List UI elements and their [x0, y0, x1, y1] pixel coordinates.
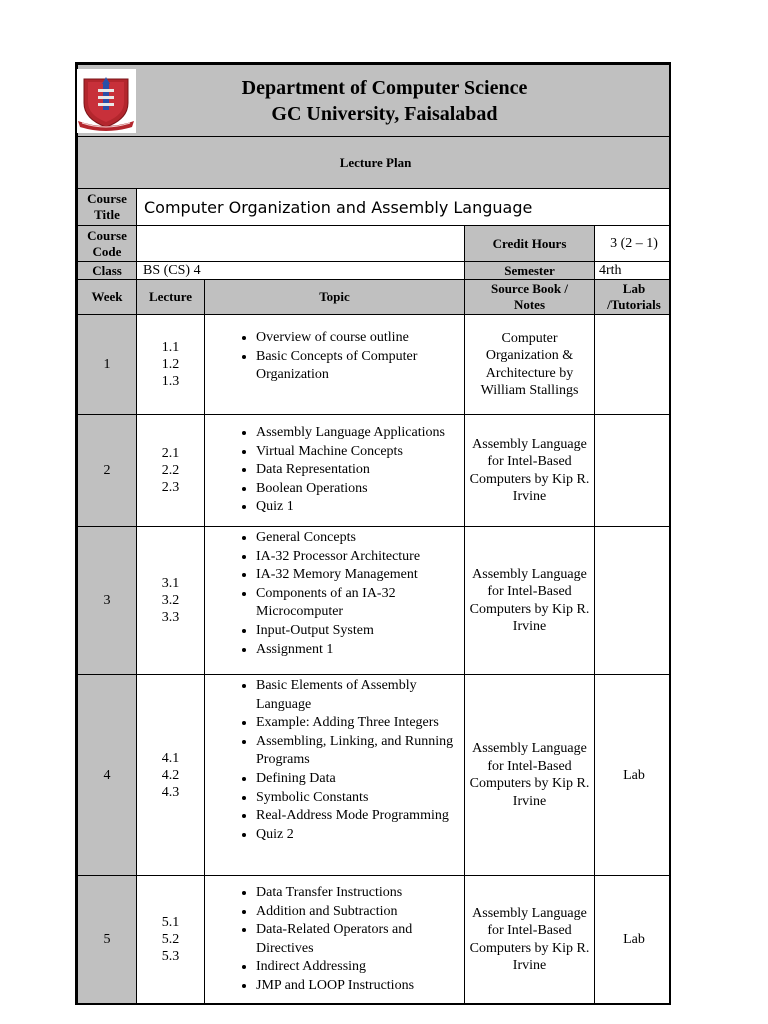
- topic-item: • Assignment 1: [256, 641, 460, 660]
- source-book: Assembly Language for Intel-Based Computers by Kip R. Irvine: [465, 527, 595, 675]
- topic-cell: [205, 527, 465, 675]
- column-header-topic: Topic: [205, 280, 465, 315]
- lecture-number: 3.1: [161, 576, 180, 591]
- source-book: Assembly Language for Intel-Based Computers by Kip R. Irvine: [465, 415, 595, 527]
- column-header-lab: Lab /Tutorials: [595, 280, 672, 315]
- topic-list: [205, 884, 464, 996]
- topic-item: • Data Representation: [256, 461, 460, 480]
- topic-item: • Overview of course outline: [256, 329, 460, 348]
- topic-list: [205, 677, 464, 844]
- course-code-label: Course Code: [78, 226, 137, 262]
- topic-item: • IA-32 Memory Management: [256, 566, 460, 585]
- week-number: 3: [78, 527, 137, 675]
- lab-cell: [595, 315, 672, 415]
- topic-cell: [205, 315, 465, 415]
- topic-cell: [205, 415, 465, 527]
- university-title: GC University, Faisalabad: [271, 102, 498, 125]
- lecture-number: 5.2: [161, 932, 180, 947]
- column-header-week: Week: [78, 280, 137, 315]
- course-title-label: Course Title: [78, 189, 137, 226]
- topic-item: • Data-Related Operators and Directives: [256, 921, 460, 958]
- lecture-number: 5.3: [161, 949, 180, 964]
- lab-cell: [595, 527, 672, 675]
- class-value: BS (CS) 4: [137, 262, 465, 280]
- department-title: Department of Computer Science: [241, 76, 528, 99]
- column-header-source: Source Book / Notes: [465, 280, 595, 315]
- topic-item: • Addition and Subtraction: [256, 903, 460, 922]
- table-row: [78, 876, 672, 1004]
- lecture-number: 4.1: [161, 750, 180, 766]
- topic-item: • Example: Adding Three Integers: [256, 714, 460, 733]
- lecture-number: 2.1: [161, 446, 180, 461]
- lecture-numbers: [137, 527, 205, 675]
- lecture-number: 5.1: [161, 915, 180, 930]
- header-cell: [78, 65, 672, 137]
- lecture-number: 3.2: [161, 593, 180, 608]
- lecture-numbers: [137, 876, 205, 1004]
- topic-item: • Boolean Operations: [256, 480, 460, 499]
- topic-item: • Assembly Language Applications: [256, 424, 460, 443]
- topic-list: [205, 424, 464, 517]
- lecture-plan-document: [75, 62, 671, 1005]
- credit-hours-value: 3 (2 – 1): [595, 226, 672, 262]
- topic-cell: [205, 675, 465, 876]
- course-code-value: [137, 226, 465, 262]
- source-book: Assembly Language for Intel-Based Computers by Kip R. Irvine: [465, 675, 595, 876]
- lecture-number: 4.2: [161, 767, 180, 783]
- table-row: [78, 315, 672, 415]
- lecture-plan-table: [77, 64, 671, 1004]
- week-number: 1: [78, 315, 137, 415]
- topic-item: • Quiz 2: [256, 826, 460, 845]
- topic-item: • General Concepts: [256, 529, 460, 548]
- table-row: [78, 415, 672, 527]
- week-number: 2: [78, 415, 137, 527]
- table-row: [78, 675, 672, 876]
- week-number: 5: [78, 876, 137, 1004]
- lab-cell: [595, 415, 672, 527]
- semester-value: 4rth: [595, 262, 672, 280]
- lecture-number: 1.1: [161, 340, 180, 355]
- topic-item: • Input-Output System: [256, 622, 460, 641]
- semester-label: Semester: [465, 262, 595, 280]
- class-label: Class: [78, 262, 137, 280]
- topic-item: • Real-Address Mode Programming: [256, 807, 460, 826]
- header-titles: [96, 75, 671, 127]
- topic-item: • Virtual Machine Concepts: [256, 443, 460, 462]
- topic-item: • Data Transfer Instructions: [256, 884, 460, 903]
- topic-list: [205, 329, 464, 385]
- lecture-numbers: [137, 675, 205, 876]
- topic-item: • Defining Data: [256, 770, 460, 789]
- topic-item: • IA-32 Processor Architecture: [256, 548, 460, 567]
- lecture-numbers: [137, 315, 205, 415]
- lecture-number: 1.3: [161, 374, 180, 389]
- topic-item: • Assembling, Linking, and Running Programs: [256, 733, 460, 770]
- topic-item: • Basic Elements of Assembly Language: [256, 677, 460, 714]
- column-header-lecture: Lecture: [137, 280, 205, 315]
- topic-item: • Indirect Addressing: [256, 958, 460, 977]
- topic-item: • JMP and LOOP Instructions: [256, 977, 460, 996]
- topic-item: • Symbolic Constants: [256, 789, 460, 808]
- topic-item: • Quiz 1: [256, 498, 460, 517]
- lecture-number: 3.3: [161, 610, 180, 625]
- topic-cell: [205, 876, 465, 1004]
- table-row: [78, 527, 672, 675]
- week-number: 4: [78, 675, 137, 876]
- lecture-numbers: [137, 415, 205, 527]
- lecture-number: 2.2: [161, 463, 180, 478]
- lab-cell: Lab: [595, 876, 672, 1004]
- topic-item: • Basic Concepts of Computer Organization: [256, 348, 460, 385]
- lab-cell: Lab: [595, 675, 672, 876]
- topic-list: [205, 529, 464, 659]
- lecture-number: 4.3: [161, 784, 180, 800]
- lecture-number: 1.2: [161, 357, 180, 372]
- lecture-plan-label: Lecture Plan: [78, 137, 672, 189]
- course-title-value: Computer Organization and Assembly Language: [137, 189, 672, 226]
- source-book: Assembly Language for Intel-Based Computers by Kip R. Irvine: [465, 876, 595, 1004]
- source-book: Computer Organization & Architecture by William Stallings: [465, 315, 595, 415]
- topic-item: • Components of an IA-32 Microcomputer: [256, 585, 460, 622]
- credit-hours-label: Credit Hours: [465, 226, 595, 262]
- lecture-number: 2.3: [161, 480, 180, 495]
